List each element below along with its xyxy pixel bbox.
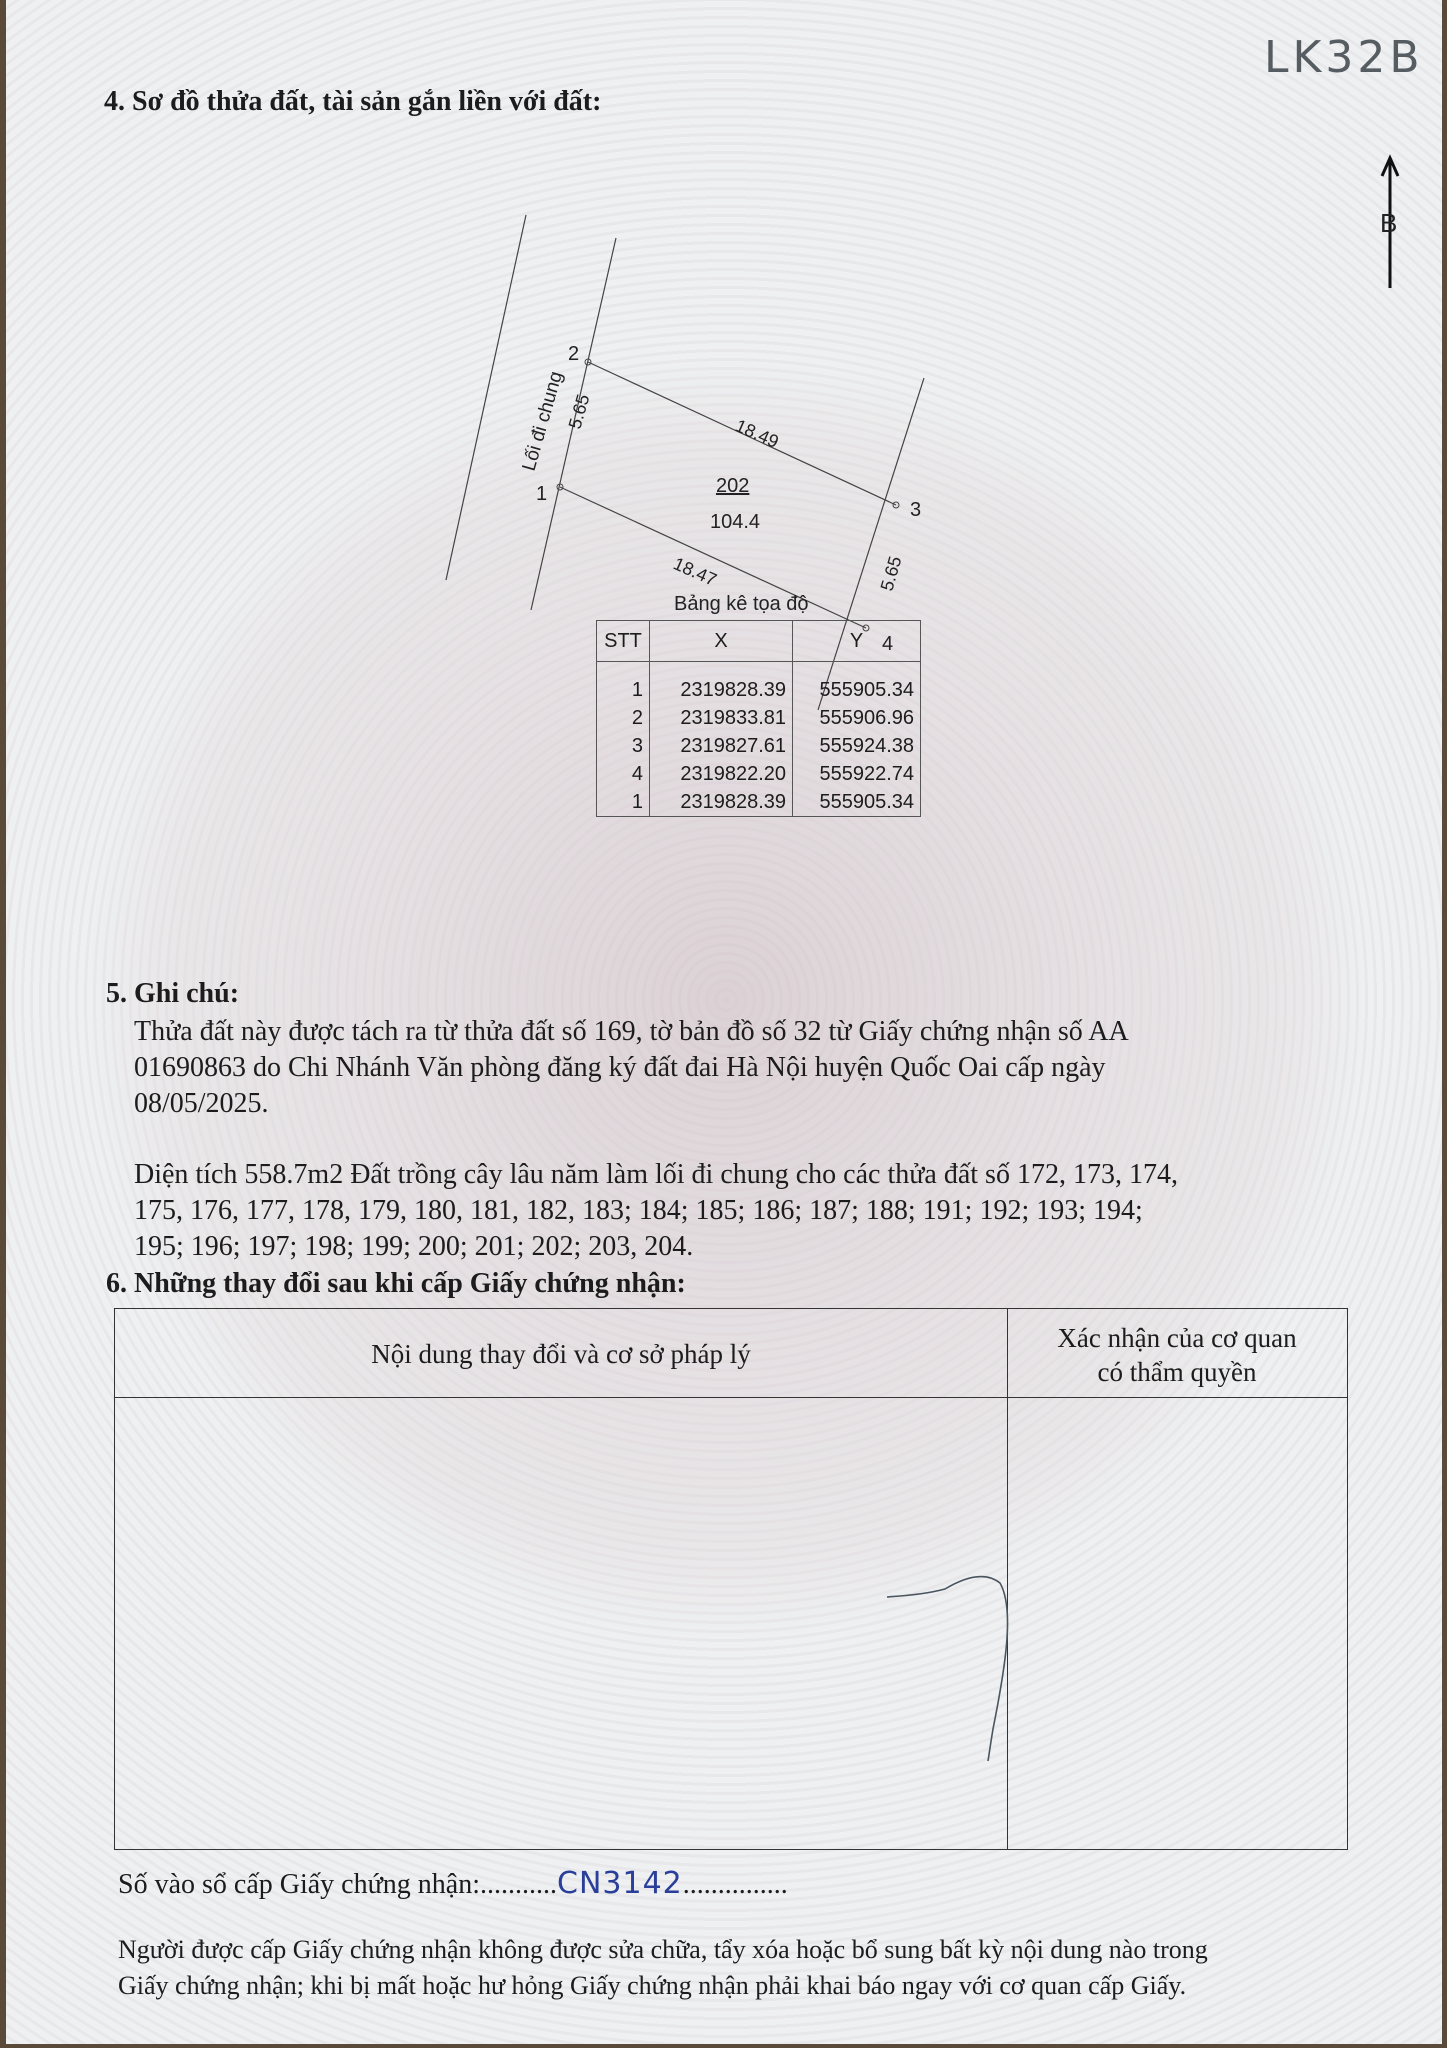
signature-mark [875, 1569, 1025, 1769]
coord-table-title: Bảng kê tọa độ [674, 593, 809, 615]
registry-label: Số vào sổ cấp Giấy chứng nhận: [118, 1869, 480, 1900]
svg-text:2: 2 [568, 343, 580, 365]
handwritten-label: LK32B [1264, 32, 1424, 83]
table-row: 3 2319827.61 555924.38 [597, 732, 921, 760]
col-y: Y [793, 621, 921, 662]
svg-text:4: 4 [882, 633, 894, 655]
svg-text:1: 1 [536, 483, 548, 505]
table-row: 1 2319828.39 555905.34 [597, 788, 921, 817]
parcel-number: 202 [716, 475, 750, 497]
registry-value: CN3142 [557, 1866, 683, 1901]
changes-col1-header: Nội dung thay đổi và cơ sở pháp lý [371, 1339, 751, 1369]
table-row: 2 2319833.81 555906.96 [597, 704, 921, 732]
section5-title: 5. Ghi chú: [106, 978, 240, 1009]
section4-title: 4. Sơ đồ thửa đất, tài sản gắn liền với đất: [104, 86, 602, 117]
footer-notice: Người được cấp Giấy chứng nhận không được sửa chữa, tẩy xóa hoặc bổ sung bất kỳ nội dung nào trong Giấy chứng nhận; khi bị mất hoặc hư hỏng Giấy chứng nhận phải khai báo ngay với cơ quan cấp Giấy. [118, 1935, 1208, 2000]
svg-text:5.65: 5.65 [564, 391, 594, 432]
col-x: X [650, 621, 793, 662]
parcel-area: 104.4 [710, 511, 761, 533]
north-letter: B [1380, 208, 1398, 238]
table-row: 1 2319828.39 555905.34 [597, 662, 921, 705]
changes-table [114, 1308, 1348, 1850]
changes-col2-header: Xác nhận của cơ quan có thẩm quyền [1057, 1323, 1297, 1387]
svg-text:3: 3 [910, 499, 922, 521]
col-stt: STT [597, 621, 650, 662]
table-row: 4 2319822.20 555922.74 [597, 760, 921, 788]
note-paragraph-2: Diện tích 558.7m2 Đất trồng cây lâu năm làm lối đi chung cho các thửa đất số 172, 173, 174, 175, 176, 177, 178, 179, 180, 181, 182, 183; 184; 185; 186; 187; 188; 191; 192; 193; 194; 195; 196; 197; 198; 199; 200; 201; 202; 203, 204. [134, 1159, 1178, 1262]
coord-table [596, 620, 921, 817]
road-label: Lối đi chung [518, 369, 568, 474]
svg-text:5.65: 5.65 [876, 553, 906, 594]
north-arrow-icon [1372, 150, 1412, 290]
note-paragraph-1: Thửa đất này được tách ra từ thửa đất số 169, tờ bản đồ số 32 từ Giấy chứng nhận số AA 01690863 do Chi Nhánh Văn phòng đăng ký đất đai Hà Nội huyện Quốc Oai cấp ngày 08/05/2025. [134, 1016, 1129, 1119]
certificate-page [6, 0, 1442, 2044]
registry-line: Số vào sổ cấp Giấy chứng nhận:...........CN3142............... [118, 1866, 788, 1901]
svg-text:18.47: 18.47 [670, 553, 720, 590]
road-boundary-line [446, 215, 526, 580]
section6-title: 6. Những thay đổi sau khi cấp Giấy chứng nhận: [106, 1268, 686, 1299]
svg-text:18.49: 18.49 [732, 415, 782, 452]
